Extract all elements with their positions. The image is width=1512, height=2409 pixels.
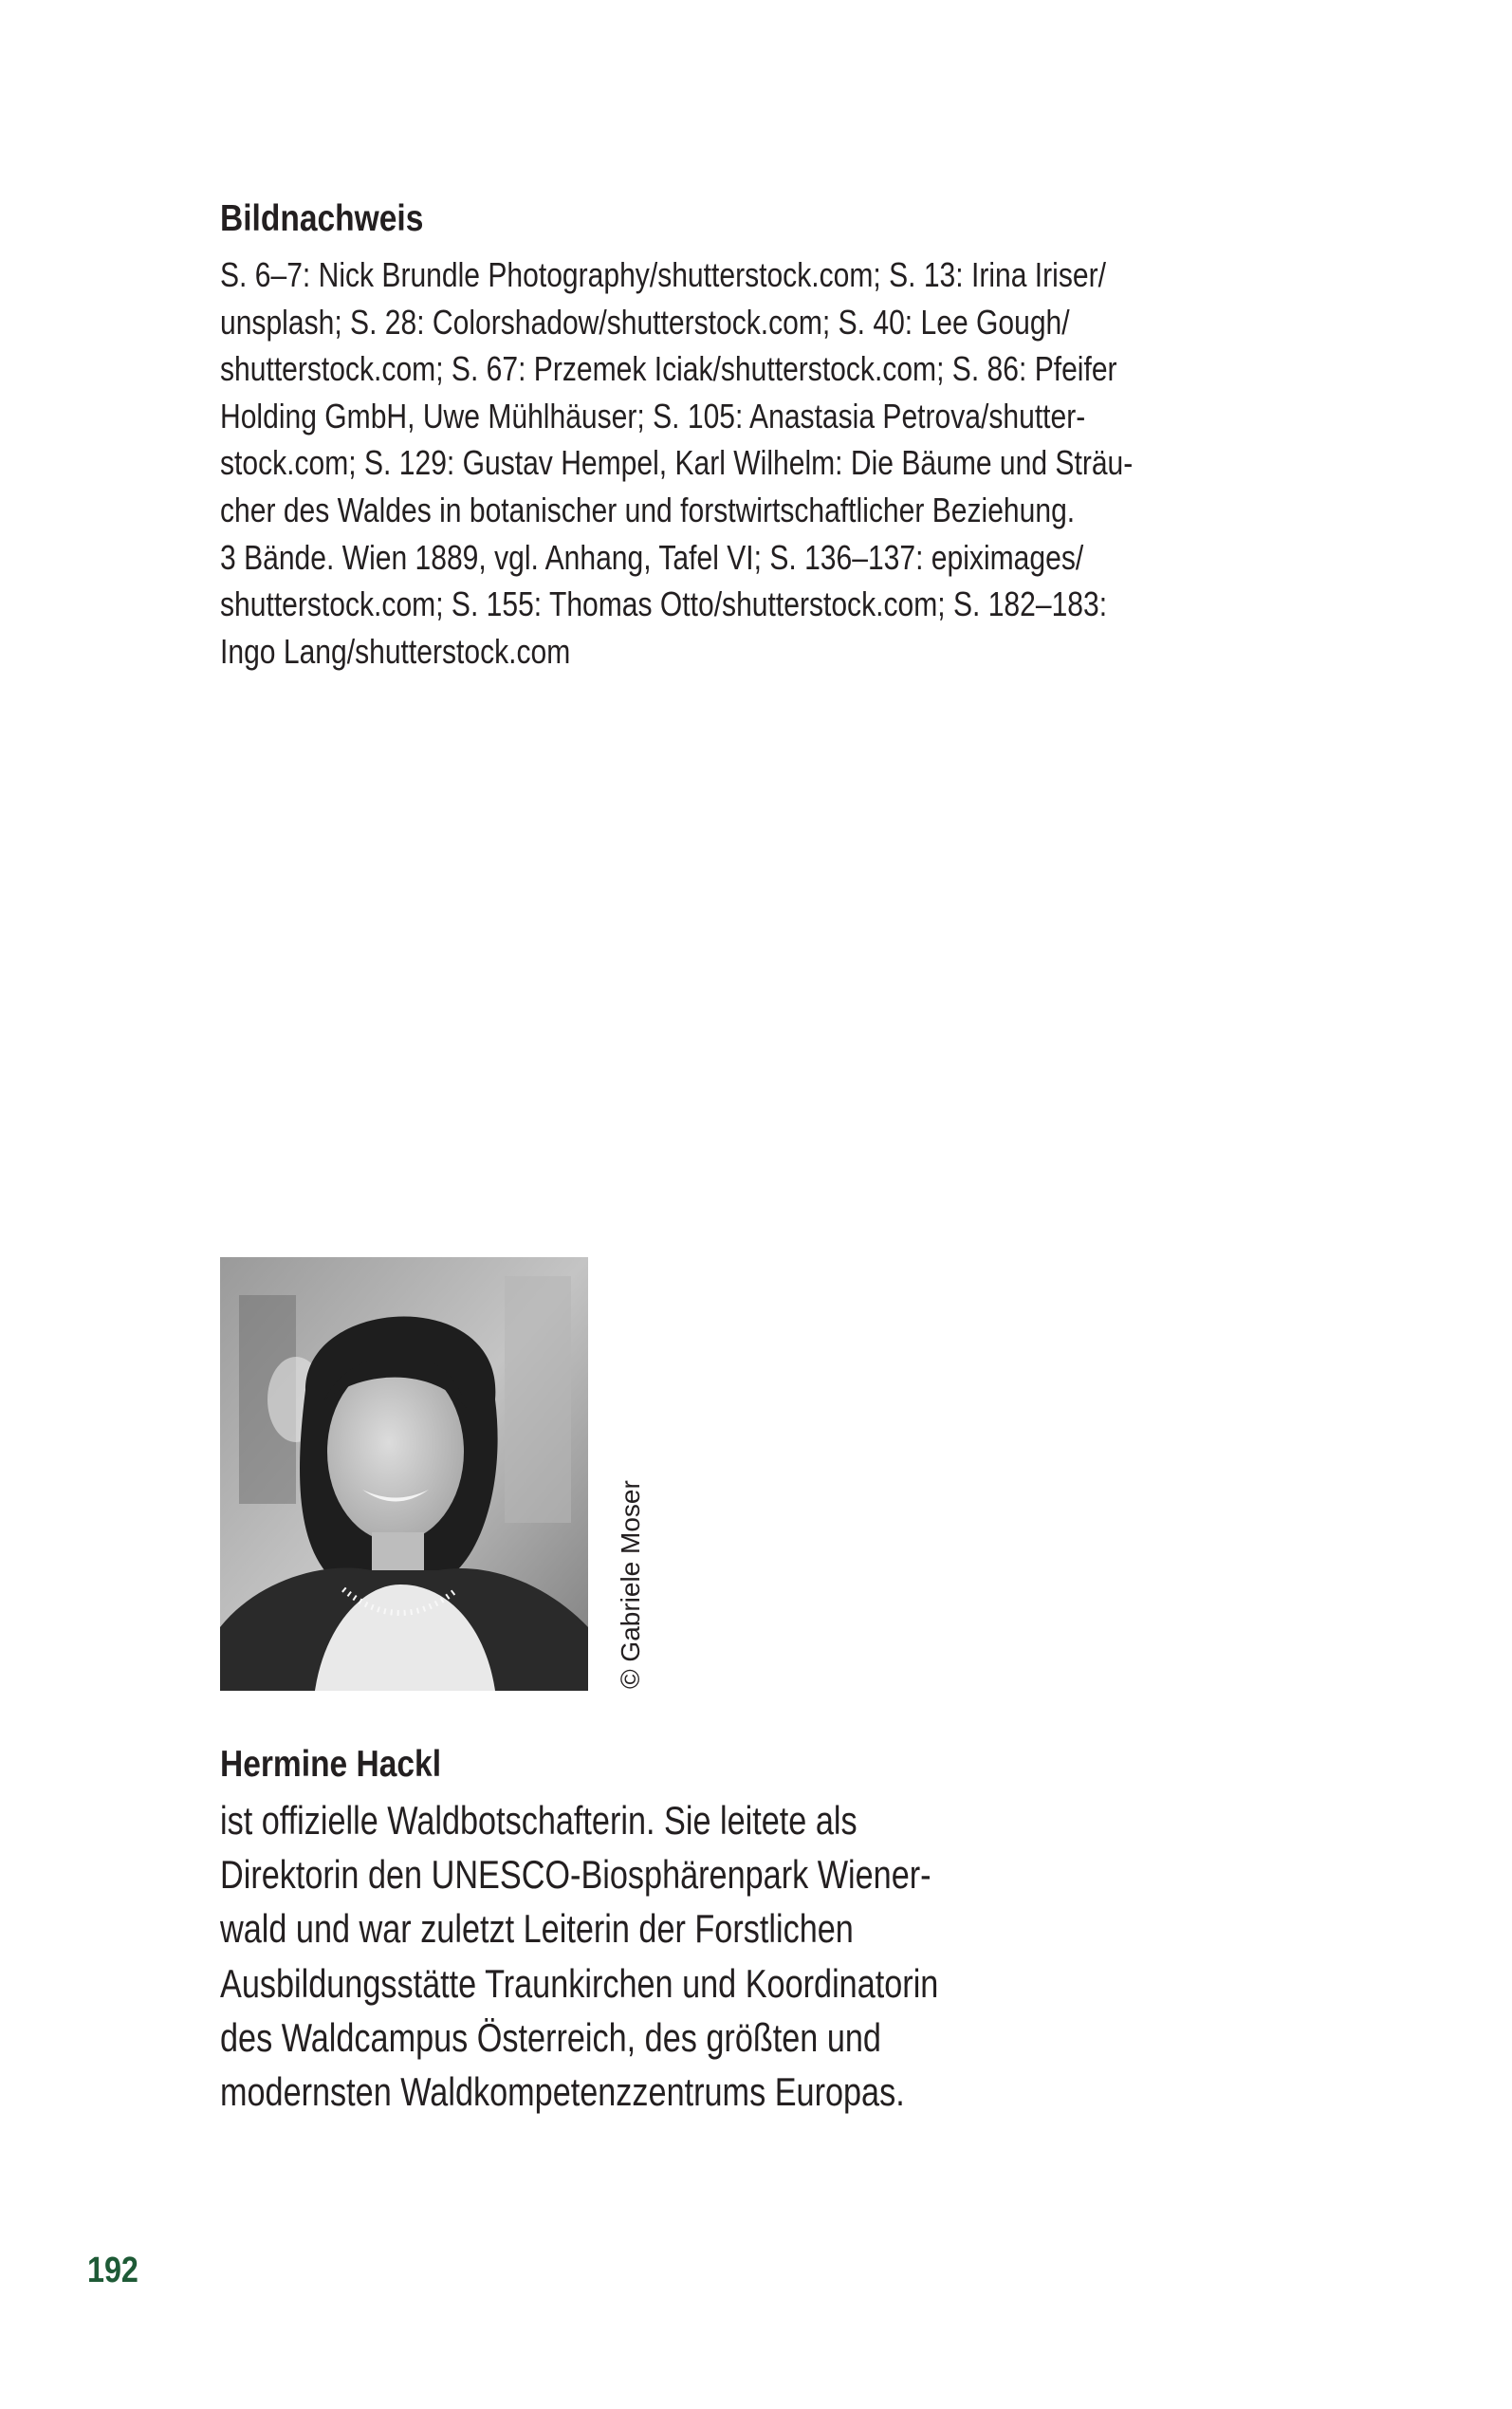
page-number: 192 — [87, 2251, 138, 2290]
credits-line: S. 6–7: Nick Brundle Photography/shutterstock.com; S. 13: Irina Iriser/ — [220, 255, 1106, 294]
bio-line: Ausbildungsstätte Traunkirchen und Koordinatorin — [220, 1960, 939, 2006]
credits-line: stock.com; S. 129: Gustav Hempel, Karl Wilhelm: Die Bäume und Sträu- — [220, 443, 1134, 483]
bio-line: Direktorin den UNESCO-Biosphärenpark Wiener- — [220, 1852, 931, 1898]
credits-line: shutterstock.com; S. 67: Przemek Iciak/shutterstock.com; S. 86: Pfeifer — [220, 349, 1117, 389]
bio-line: modernsten Waldkompetenzzentrums Europas. — [220, 2069, 905, 2115]
credits-text — [220, 251, 1292, 675]
image-credits-section — [220, 193, 1292, 675]
credits-line: Ingo Lang/shutterstock.com — [220, 631, 571, 671]
author-bio-section — [220, 1736, 1169, 2119]
photo-credit: © Gabriele Moser — [616, 1480, 645, 1689]
author-bio-text — [220, 1793, 1169, 2119]
credits-line: 3 Bände. Wien 1889, vgl. Anhang, Tafel VI; S. 136–137: epiximages/ — [220, 537, 1084, 577]
credits-line: cher des Waldes in botanischer und forstwirtschaftlicher Beziehung. — [220, 490, 1076, 529]
author-portrait-photo — [220, 1257, 588, 1691]
credits-line: unsplash; S. 28: Colorshadow/shutterstock.com; S. 40: Lee Gough/ — [220, 302, 1070, 342]
author-name: Hermine Hackl — [220, 1744, 442, 1785]
portrait-image — [220, 1257, 588, 1691]
bio-line: ist offizielle Waldbotschafterin. Sie leitete als — [220, 1798, 857, 1843]
credits-line: Holding GmbH, Uwe Mühlhäuser; S. 105: Anastasia Petrova/shutter- — [220, 396, 1086, 435]
credits-line: shutterstock.com; S. 155: Thomas Otto/shutterstock.com; S. 182–183: — [220, 584, 1108, 624]
bio-line: wald und war zuletzt Leiterin der Forstlichen — [220, 1906, 854, 1952]
bio-line: des Waldcampus Österreich, des größten und — [220, 2014, 881, 2060]
credits-heading: Bildnachweis — [220, 198, 424, 239]
